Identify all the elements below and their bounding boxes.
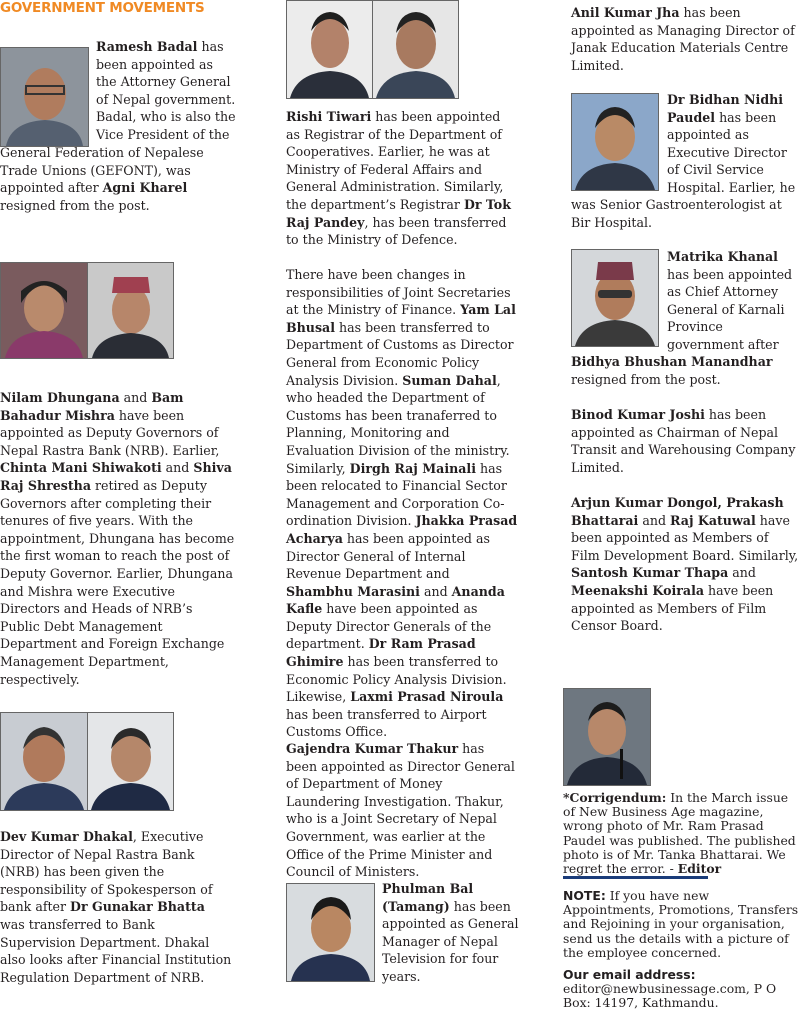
nrb-deputy-governors-text: Nilam Dhungana and Bam Bahadur Mishra have been appointed as Deputy Governors of Nepal Rastra Bank (NRB). Earlier, Chinta Mani Shiwakoti and Shiva Raj Shrestha retired as Deputy Governors after completing their tenures of five years. With the appointment, Dhungana has become the first woman to reach the post of Deputy Governor. Earlier, Dhungana and Mishra were Executive Directors and Heads of NRB’s Public Debt Management Department and Foreign Exchange Management Department, respectively. xyxy=(0,390,235,687)
photo-dev-kumar-dhakal xyxy=(0,712,88,811)
photo-matrika-khanal xyxy=(571,249,659,347)
photo-tok-raj-pandey xyxy=(372,0,459,99)
photo-phulman-bal xyxy=(286,883,375,982)
photo-bam-bahadur-mishra xyxy=(87,262,174,359)
photo-rishi-tiwari xyxy=(286,0,373,99)
note-text: NOTE: If you have new Appointments, Promotions, Transfers and Rejoining in your organisation, send us the details with a picture of the employee concerned. xyxy=(563,888,799,960)
khanal-text-top: Matrika Khanal has been appointed as Chief Attorney General of Karnali Province government after xyxy=(667,249,793,352)
paudel-text-bottom: was Senior Gastroenterologist at Bir Hospital. xyxy=(571,197,782,230)
email-text[interactable]: editor@newbusinessage.com, P O Box: 14197, Kathmandu. xyxy=(563,981,777,1010)
jha-text: Anil Kumar Jha has been appointed as Managing Director of Janak Education Materials Centre Limited. xyxy=(571,5,795,73)
email-label: Our email address: xyxy=(563,967,696,982)
finance-ministry-text: There have been changes in responsibilities of Joint Secretaries at the Ministry of Finance. Yam Lal Bhusal has been transferred to Department of Customs as Director General from Economic Policy Analysis Division. Suman Dahal, who headed the Department of Customs has been tranaferred to Planning, Monitoring and Evaluation Division of the ministry. Similarly, Dirgh Raj Mainali has been relocated to Financial Sector Management and Corporation Co-ordination Division. Jhakka Prasad Acharya has been appointed as Director General of Internal Revenue Department and Shambhu Marasini and Ananda Kafle have been appointed as Deputy Director Generals of the department. Dr Ram Prasad Ghimire has been transferred to Economic Policy Analysis Division. Likewise, Laxmi Prasad Niroula has been transferred to Airport Customs Office. xyxy=(286,267,518,740)
khanal-text-bottom: Bidhya Bhushan Manandhar resigned from the post. xyxy=(571,354,773,387)
paudel-text-top: Dr Bidhan Nidhi Paudel has been appointed as Executive Director of Civil Service Hospital. Earlier, he xyxy=(667,92,796,195)
photo-ramesh-badal xyxy=(0,47,89,147)
thakur-text: Gajendra Kumar Thakur has been appointed as Director General of Department of Money Laundering Investigation. Thakur, who is a Joint Secretary of Nepal Government, was earlier at the Office of the Prime Minister and Council of Ministers. xyxy=(286,741,515,880)
dhakal-text: Dev Kumar Dhakal, Executive Director of Nepal Rastra Bank (NRB) has been given the responsibility of Spokesperson of bank after Dr Gunakar Bhatta was transferred to Bank Supervision Department. Dhakal also looks after Financial Institution Regulation Department of NRB. xyxy=(0,829,232,985)
section-title: GOVERNMENT MOVEMENTS xyxy=(0,0,205,16)
note-divider xyxy=(563,876,708,879)
film-board-text: Arjun Kumar Dongol, Prakash Bhattarai and Raj Katuwal have been appointed as Members of Film Development Board. Similarly, Santosh Kumar Thapa and Meenakshi Koirala have been appointed as Members of Film Censor Board. xyxy=(571,495,799,634)
tiwari-text: Rishi Tiwari has been appointed as Registrar of the Department of Cooperatives. Earlier, he was at Ministry of Federal Affairs and General Administration. Similarly, the department’s Registrar Dr Tok Raj Pandey, has been transferred to the Ministry of Defence. xyxy=(286,109,511,248)
bal-text: Phulman Bal (Tamang) has been appointed as General Manager of Nepal Television for four years. xyxy=(382,881,519,984)
photo-nilam-dhungana xyxy=(0,262,88,359)
photo-corrigendum xyxy=(563,688,651,786)
photo-gunakar-bhatta xyxy=(87,712,174,811)
corrigendum-text: *Corrigendum: In the March issue of New Business Age magazine, wrong photo of Mr. Ram Prasad Paudel was published. The published photo is of Mr. Tanka Bhattarai. We regret the error. - Editor xyxy=(563,790,796,877)
badal-text-bottom: General Federation of Nepalese Trade Unions (GEFONT), was appointed after Agni Kharel resigned from the post. xyxy=(0,145,204,213)
badal-text-top: Ramesh Badal has been appointed as the Attorney General of Nepal government. Badal, who is also the Vice President of the xyxy=(96,39,236,142)
joshi-text: Binod Kumar Joshi has been appointed as Chairman of Nepal Transit and Warehousing Company Limited. xyxy=(571,407,796,475)
photo-bidhan-nidhi-paudel xyxy=(571,93,659,191)
